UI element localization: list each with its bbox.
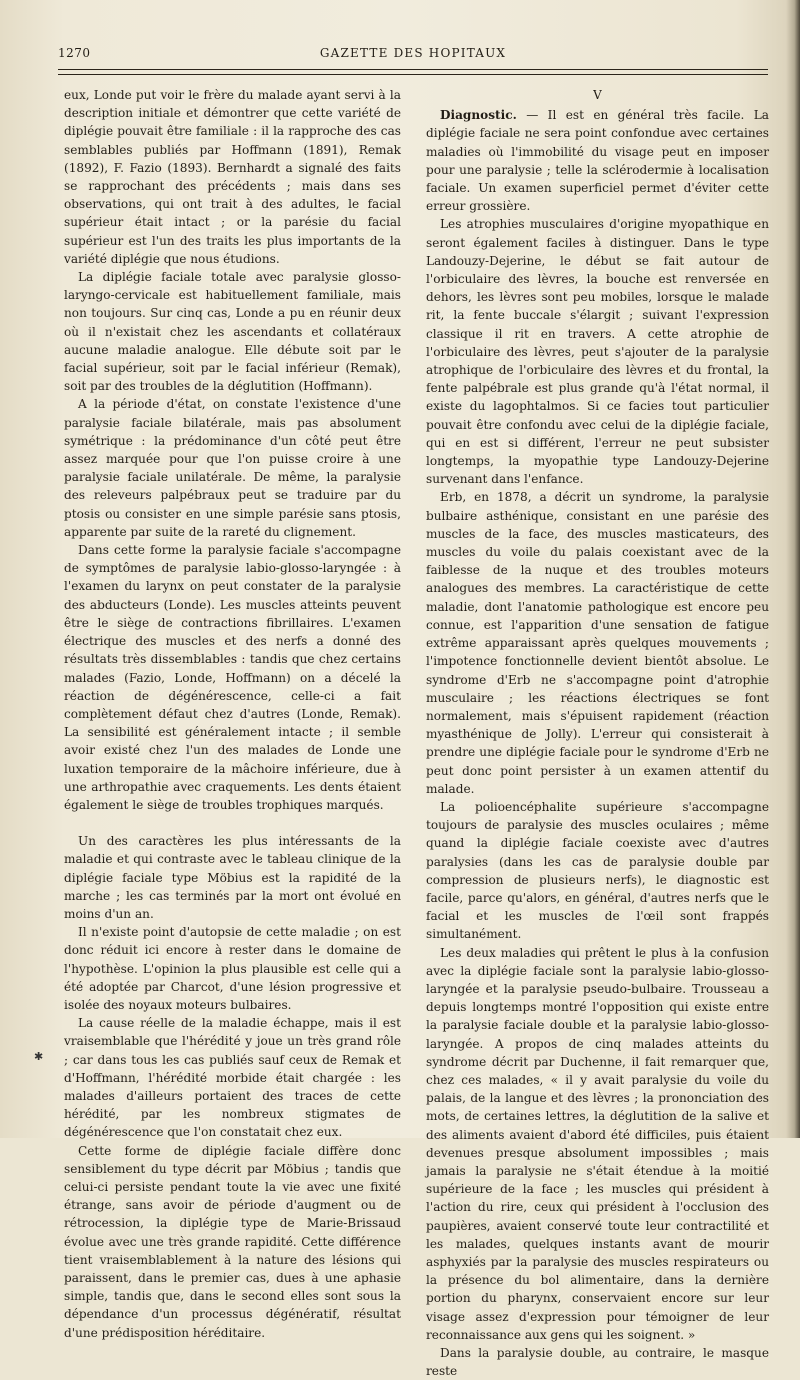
section-number: V [593,88,602,102]
header-rule-top [58,69,768,70]
paragraph: La cause réelle de la maladie échappe, mais il est vraisemblable que l'hérédité y joue un très grand rôle ; car dans tous les cas publiés sauf ceux de Remak et d'Hoffmann, l'hérédité morbide était chargée : les malades d'ailleurs portaient des traces de cette hérédité, par les nombreux stigmates de dégénérescence que l'on constatait chez eux. [64,1016,401,1140]
journal-title: GAZETTE DES HOPITAUX [319,46,507,60]
paragraph: Un des caractères les plus intéressants de la maladie et qui contraste avec le tableau clinique de la diplégie faciale type Möbius est la rapidité de la marche ; les cas terminés par la mort ont évolué en moins d'un an. [64,834,401,921]
left-column [64,86,401,1342]
page-number: 1270 [58,46,91,60]
header-rule-bottom [58,74,768,75]
page-edge-shadow [786,0,800,1138]
right-column [426,86,769,1380]
paragraph: Dans la paralysie double, au contraire, le masque reste [426,1346,769,1379]
paragraph: Les atrophies musculaires d'origine myopathique en seront également faciles à distinguer. Dans le type Landouzy-Dejerine, le début se fait autour de l'orbiculaire des lèvres, la bouche est renversée en dehors, les lèvres sont peu mobiles, lorsque le malade rit, la fente buccale s'élargit ; suivant l'expression classique il rit en travers. A cette atrophie de l'orbiculaire des lèvres, peut s'ajouter de la paralysie atrophique de l'orbiculaire des lèvres et du frontal, la fente palpébrale est plus grande qu'à l'état normal, il existe du lagophtalmos. Si ce facies tout particulier pouvait être confondu avec celui de la diplégie faciale, qui en est si différent, l'erreur ne peut subsister longtemps, la myopathie type Landouzy-Dejerine survenant dans l'enfance. [426,217,769,487]
paragraph: — Il est en général très facile. La diplégie faciale ne sera point confondue avec certaines maladies où l'immobilité du visage peut en imposer pour une paralysie ; telle la sclérodermie à localisation faciale. Un examen superficiel permet d'éviter cette erreur grossière. [426,108,769,214]
page-header [58,46,768,66]
paragraph: eux, Londe put voir le frère du malade ayant servi à la description initiale et démontrer que cette variété de diplégie pouvait être familiale : il la rapproche des cas semblables publiés par Hoffmann (1891), Remak (1892), F. Fazio (1893). Bernhardt a signalé des faits se rapprochant des précédents ; mais dans ses observations, qui ont trait à des adultes, le facial supérieur était intact ; or la parésie du facial supérieur est l'un des traits les plus importants de la variété diplégie que nous étudions. [64,88,401,266]
paragraph: La polioencéphalite supérieure s'accompagne toujours de paralysie des muscles oculaires ; même quand la diplégie faciale coexiste avec d'autres paralysies (dans les cas de paralysie double par compression de plusieurs nerfs), le diagnostic est facile, parce qu'alors, en général, d'autres nerfs que le facial et les muscles de l'œil sont frappés simultanément. [426,799,769,942]
paragraph: Erb, en 1878, a décrit un syndrome, la paralysie bulbaire asthénique, consistant en une parésie des muscles de la face, des muscles masticateurs, des muscles du voile du palais coexistant avec de la faiblesse de la nuque et des troubles moteurs analogues des membres. La caractéristique de cette maladie, dont l'anatomie pathologique est encore peu connue, est l'apparition d'une sensation de fatigue extrême apparaissant après quelques mouvements ; l'impotence fonctionnelle devient bientôt absolue. Le syndrome d'Erb ne s'accompagne point d'atrophie musculaire ; les réactions électriques se font normalement, mais s'épuisent rapidement (réaction myasthénique de Jolly). L'erreur qui consisterait à prendre une diplégie faciale pour le syndrome d'Erb ne peut donc point persister à un examen attentif du malade. [426,490,769,796]
paragraph: A la période d'état, on constate l'existence d'une paralysie faciale bilatérale, mais pas absolument symétrique : la prédominance d'un côté peut être assez marquée pour que l'on puisse croire à une paralysie faciale unilatérale. De même, la paralysie des releveurs palpébraux peut se traduire par du ptosis ou consister en une simple parésie sans ptosis, apparente par suite de la rareté du clignement. [64,397,401,539]
paragraph: Dans cette forme la paralysie faciale s'accompagne de symptômes de paralysie labio-glosso-laryngée : à l'examen du larynx on peut constater de la paralysie des abducteurs (Londe). Les muscles atteints peuvent être le siège de contractions fibrillaires. L'examen électrique des muscles et des nerfs a donné des résultats très dissemblables : tandis que chez certains malades (Fazio, Londe, Hoffmann) on a décelé la réaction de dégénérescence, celle-ci a fait complètement défaut chez d'autres (Londe, Remak). La sensibilité est généralement intacte ; il semble avoir existé chez l'un des malades de Londe une luxation temporaire de la mâchoire inférieure, due à une arthropathie avec craquements. Les dents étaient également le siège de troubles trophiques marqués. [64,543,401,812]
diagnostic-heading: Diagnostic. [440,108,517,123]
paragraph: Les deux maladies qui prêtent le plus à la confusion avec la diplégie faciale sont la paralysie labio-glosso-laryngée et la paralysie pseudo-bulbaire. Trousseau a depuis longtemps montré l'opposition qui existe entre la paralysie faciale double et la paralysie labio-glosso-laryngée. A propos de cinq malades atteints du syndrome décrit par Duchenne, il fait remarquer que, chez ces malades, « il y avait paralysie du voile du palais, de la langue et des lèvres ; la prononciation des mots, de certaines lettres, la déglutition de la salive et des aliments avaient d'abord été difficiles, puis étaient devenues presque absolument impossibles ; mais jamais la paralysie ne s'était étendue à la moitié supérieure de la face ; les muscles qui président à l'action du rire, ceux qui président à l'occlusion des paupières, avaient conservé toute leur contractilité et les malades, quelques instants avant de mourir asphyxiés par la paralysie des muscles respirateurs ou la présence du bol alimentaire, dans la dernière portion du pharynx, conservaient encore sur leur visage assez d'expression pour témoigner de leur reconnaissance aux gens qui les soignent. » [426,945,769,1342]
paragraph: La diplégie faciale totale avec paralysie glosso-laryngo-cervicale est habituellement familiale, mais non toujours. Sur cinq cas, Londe a pu en réunir deux où il n'existait chez les ascendants et collatéraux aucune maladie analogue. Elle débute soit par le facial supérieur, soit par le facial inférieur (Remak), soit par des troubles de la déglutition (Hoffmann). [64,270,401,394]
paragraph: Il n'existe point d'autopsie de cette maladie ; on est donc réduit ici encore à rester dans le domaine de l'hypothèse. L'opinion la plus plausible est celle qui a été adoptée par Charcot, d'une lésion progressive et isolée des noyaux moteurs bulbaires. [64,925,401,1012]
paragraph: Cette forme de diplégie faciale diffère donc sensiblement du type décrit par Möbius ; tandis que celui-ci persiste pendant toute la vie avec une fixité étrange, sans avoir de période d'augment ou de rétrocession, la diplégie type de Marie-Brissaud évolue avec une très grande rapidité. Cette différence tient vraisemblablement à la nature des lésions qui paraissent, dans le premier cas, dues à une aphasie simple, tandis que, dans le second elles sont sous la dépendance d'un processus dégénératif, résultat d'une prédisposition héréditaire. [64,1143,401,1340]
margin-mark: ✱ [34,1050,44,1063]
